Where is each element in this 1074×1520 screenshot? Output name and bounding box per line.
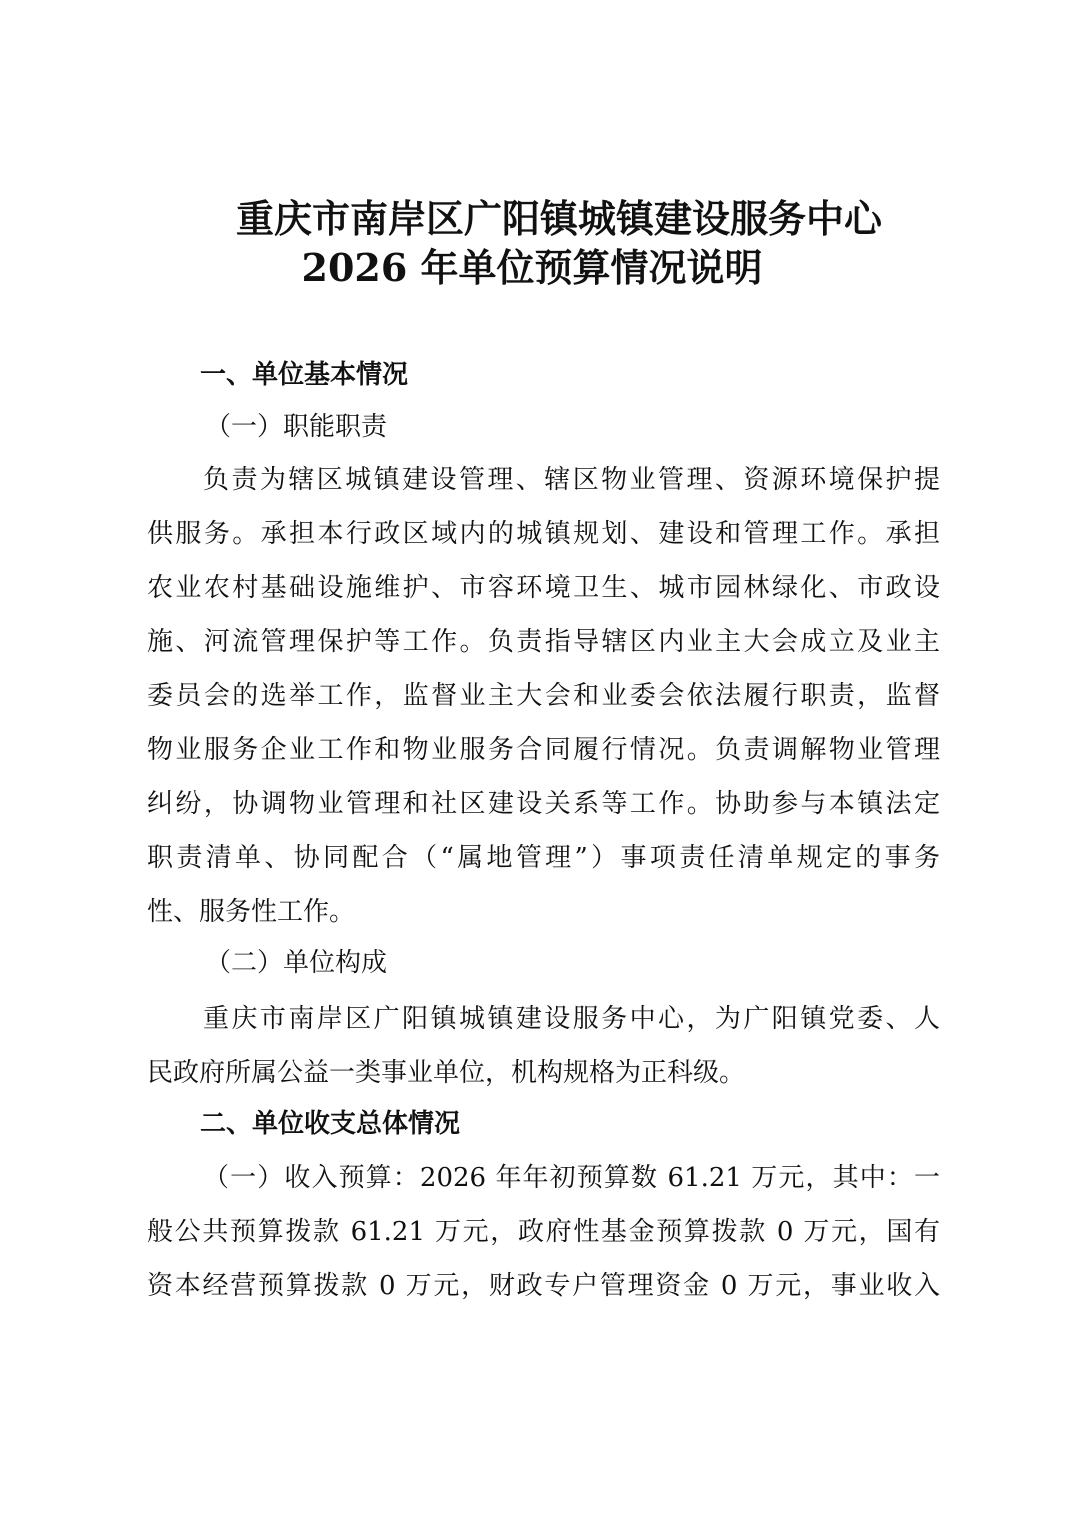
section-2-heading: 二、单位收支总体情况 <box>200 1109 461 1139</box>
paragraph-line: 施、河流管理保护等工作。负责指导辖区内业主大会成立及业主 <box>147 627 940 657</box>
paragraph-line: 重庆市南岸区广阳镇城镇建设服务中心，为广阳镇党委、人 <box>203 1004 940 1034</box>
paragraph-line: 民政府所属公益一类事业单位，机构规格为正科级。 <box>147 1058 746 1088</box>
paragraph-line: 资本经营预算拨款 0 万元，财政专户管理资金 0 万元，事业收入 <box>147 1271 940 1301</box>
paragraph-line: 性、服务性工作。 <box>147 897 356 927</box>
section-1-sub-2-heading: （二）单位构成 <box>205 948 388 978</box>
paragraph-line: （一）收入预算：2026 年年初预算数 61.21 万元，其中：一 <box>203 1163 940 1193</box>
document-title-line-1: 重庆市南岸区广阳镇城镇建设服务中心 <box>235 196 882 241</box>
section-1-sub-1-heading: （一）职能职责 <box>205 412 388 442</box>
paragraph-line: 委员会的选举工作，监督业主大会和业委会依法履行职责，监督 <box>147 681 940 711</box>
paragraph-line: 纠纷，协调物业管理和社区建设关系等工作。协助参与本镇法定 <box>147 789 940 819</box>
paragraph-line: 供服务。承担本行政区域内的城镇规划、建设和管理工作。承担 <box>147 519 940 549</box>
paragraph-line: 负责为辖区城镇建设管理、辖区物业管理、资源环境保护提 <box>203 465 940 495</box>
paragraph-line: 物业服务企业工作和物业服务合同履行情况。负责调解物业管理 <box>147 735 940 765</box>
paragraph-line: 职责清单、协同配合（“属地管理”）事项责任清单规定的事务 <box>147 843 940 873</box>
section-1-heading: 一、单位基本情况 <box>200 360 409 390</box>
paragraph-line: 般公共预算拨款 61.21 万元，政府性基金预算拨款 0 万元，国有 <box>147 1217 940 1247</box>
document-title-line-2: 2026 年单位预算情况说明 <box>301 245 763 290</box>
paragraph-line: 农业农村基础设施维护、市容环境卫生、城市园林绿化、市政设 <box>147 573 940 603</box>
